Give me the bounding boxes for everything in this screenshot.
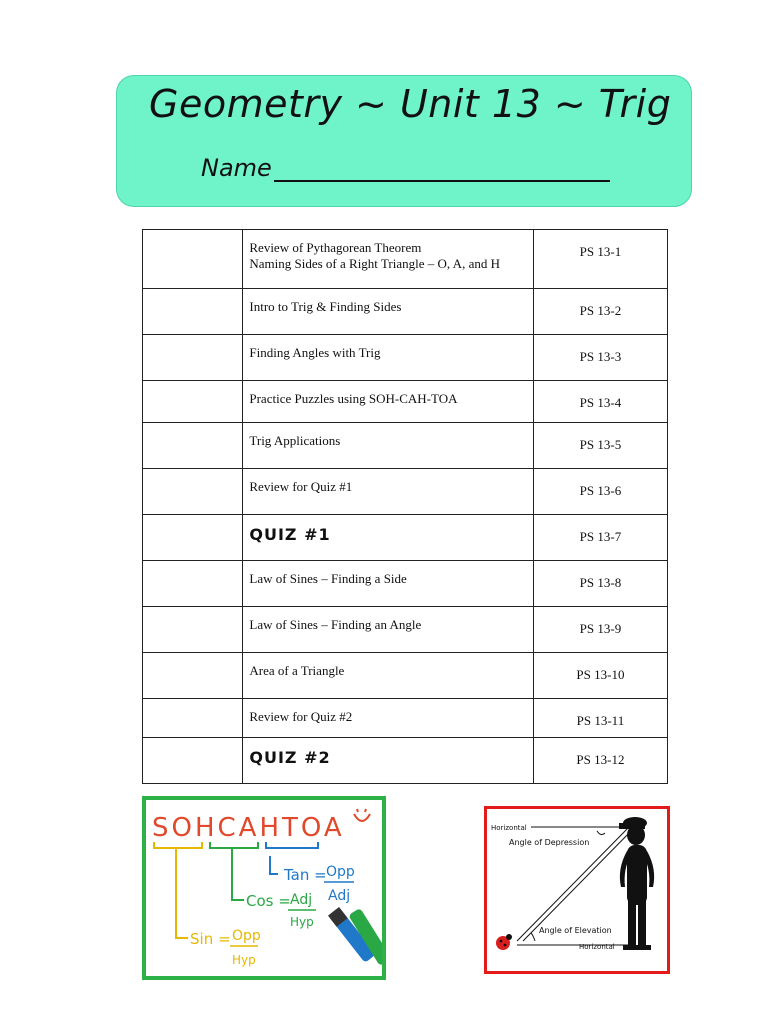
- topic-cell: [243, 607, 533, 653]
- angle-of-elevation-label: Angle of Elevation: [539, 926, 612, 935]
- date-cell[interactable]: [143, 515, 243, 561]
- tan-numerator: Opp: [326, 864, 355, 880]
- sin-numerator: Opp: [232, 928, 261, 944]
- table-row: [143, 469, 668, 515]
- tan-denominator: Adj: [328, 888, 351, 904]
- date-cell[interactable]: [143, 289, 243, 335]
- topic-cell: [243, 230, 533, 289]
- sohcahtoa-text: SOHCAHTOA: [152, 813, 345, 843]
- table-row: [143, 289, 668, 335]
- date-cell[interactable]: [143, 561, 243, 607]
- topic-cell: [243, 335, 533, 381]
- angle-of-depression-label: Angle of Depression: [509, 838, 590, 847]
- date-cell[interactable]: [143, 335, 243, 381]
- table-row: [143, 515, 668, 561]
- topic-text: Review of Pythagorean Theorem: [249, 240, 422, 255]
- cos-label: Cos =: [246, 892, 291, 910]
- topic-cell: [243, 289, 533, 335]
- sin-label: Sin =: [190, 930, 231, 948]
- problem-set-code: PS 13-10: [533, 653, 667, 699]
- cos-numerator: Adj: [290, 892, 313, 908]
- topic-text: Naming Sides of a Right Triangle – O, A, and H: [249, 256, 500, 271]
- problem-set-code: PS 13-2: [533, 289, 667, 335]
- smiley-icon: [354, 809, 370, 821]
- problem-set-code: PS 13-8: [533, 561, 667, 607]
- topic-text: Practice Puzzles using SOH-CAH-TOA: [249, 391, 458, 406]
- name-field: [201, 154, 610, 182]
- page-title: Geometry ~ Unit 13 ~ Trig: [149, 82, 672, 126]
- elevation-depression-illustration: [484, 806, 670, 974]
- table-row: [143, 653, 668, 699]
- topic-text: Review for Quiz #2: [249, 709, 353, 724]
- topic-cell: [243, 561, 533, 607]
- topic-text: Law of Sines – Finding an Angle: [249, 617, 422, 632]
- table-row: [143, 381, 668, 423]
- name-blank-line[interactable]: [274, 158, 610, 182]
- topic-cell: [243, 381, 533, 423]
- problem-set-code: PS 13-1: [533, 230, 667, 289]
- topic-text: Finding Angles with Trig: [249, 345, 381, 360]
- date-cell[interactable]: [143, 607, 243, 653]
- table-row: [143, 423, 668, 469]
- problem-set-code: PS 13-3: [533, 335, 667, 381]
- marker-pens-icon: [328, 907, 382, 966]
- table-row: [143, 561, 668, 607]
- schedule-table: [142, 229, 668, 784]
- problem-set-code: PS 13-5: [533, 423, 667, 469]
- table-row: [143, 699, 668, 738]
- sin-denominator: Hyp: [232, 953, 256, 967]
- problem-set-code: PS 13-7: [533, 515, 667, 561]
- topic-text: Review for Quiz #1: [249, 479, 353, 494]
- table-row: [143, 335, 668, 381]
- topic-text: Law of Sines – Finding a Side: [249, 571, 407, 586]
- tan-label: Tan =: [284, 866, 327, 884]
- topic-text: QUIZ #2: [249, 748, 331, 767]
- problem-set-code: PS 13-11: [533, 699, 667, 738]
- header-box: [116, 75, 692, 207]
- problem-set-code: PS 13-4: [533, 381, 667, 423]
- horizontal-top-label: Horizontal: [491, 824, 527, 832]
- horizontal-bottom-label: Horizontal: [579, 943, 615, 951]
- problem-set-code: PS 13-12: [533, 738, 667, 784]
- topic-cell: [243, 653, 533, 699]
- topic-text: QUIZ #1: [249, 525, 331, 544]
- ladybug-icon: [496, 934, 512, 950]
- date-cell[interactable]: [143, 653, 243, 699]
- topic-text: Intro to Trig & Finding Sides: [249, 299, 402, 314]
- date-cell[interactable]: [143, 738, 243, 784]
- table-row: [143, 738, 668, 784]
- name-label: Name: [201, 154, 272, 182]
- topic-text: Trig Applications: [249, 433, 341, 448]
- cos-denominator: Hyp: [290, 915, 314, 929]
- topic-cell: [243, 699, 533, 738]
- table-row: [143, 607, 668, 653]
- date-cell[interactable]: [143, 230, 243, 289]
- date-cell[interactable]: [143, 469, 243, 515]
- problem-set-code: PS 13-9: [533, 607, 667, 653]
- quiz-topic-cell: [243, 515, 533, 561]
- date-cell[interactable]: [143, 699, 243, 738]
- topic-cell: [243, 469, 533, 515]
- date-cell[interactable]: [143, 381, 243, 423]
- topic-cell: [243, 423, 533, 469]
- topic-text: Area of a Triangle: [249, 663, 345, 678]
- sohcahtoa-illustration: [142, 796, 386, 980]
- problem-set-code: PS 13-6: [533, 469, 667, 515]
- table-row: [143, 230, 668, 289]
- quiz-topic-cell: [243, 738, 533, 784]
- person-figure-icon: [619, 817, 654, 950]
- date-cell[interactable]: [143, 423, 243, 469]
